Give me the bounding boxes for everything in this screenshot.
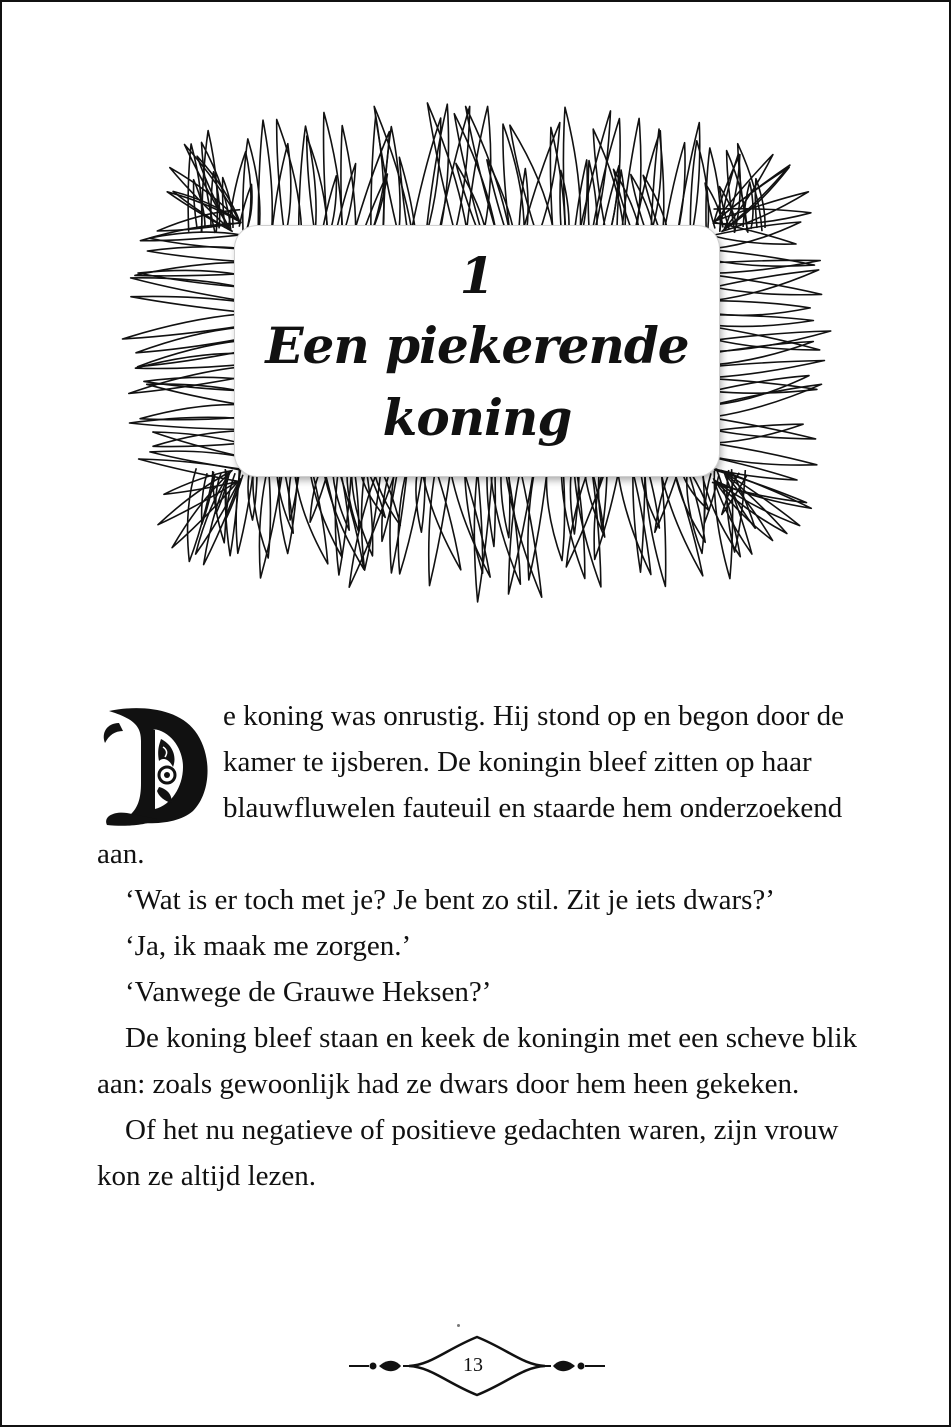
flame-stroke — [712, 384, 822, 417]
flame-stroke — [474, 470, 492, 602]
flame-stroke — [411, 118, 440, 234]
flame-stroke — [501, 474, 510, 538]
flame-stroke — [279, 469, 298, 553]
flame-stroke — [661, 469, 703, 576]
flame-stroke — [712, 270, 819, 301]
flame-stroke — [655, 473, 677, 532]
paragraph-5: De koning bleef staan en keek de koningin met een scheve blik aan: zoals gewoonlijk had ze dwars door hem heen gekeken. — [97, 1022, 858, 1100]
flame-stroke — [123, 314, 242, 339]
flame-stroke — [135, 262, 242, 276]
flame-stroke — [426, 104, 448, 233]
paragraph-1: e koning was onrustig. Hij stond op en begon door de kamer te ijsberen. De koningin bleef zitten op haar blauwfluwelen fauteuil en staarde hem onderzoekend aan. — [97, 700, 845, 870]
page-number: 13 — [463, 1354, 483, 1376]
paragraph-6: Of het nu negatieve of positieve gedachten waren, zijn vrouw kon ze altijd lezen. — [97, 1114, 839, 1192]
flame-stroke — [712, 275, 821, 295]
flame-stroke — [712, 424, 803, 443]
flame-stroke — [147, 247, 241, 262]
paragraph-3: ‘Ja, ik maak me zorgen.’ — [125, 930, 412, 962]
ink-speck — [457, 1324, 460, 1327]
flame-stroke — [664, 143, 685, 233]
flame-stroke — [675, 468, 706, 542]
chapter-number: 1 — [459, 246, 495, 305]
ornamental-dropcap-icon — [97, 701, 217, 829]
paragraph-4: ‘Vanwege de Grauwe Heksen?’ — [125, 976, 492, 1008]
chapter-title-card — [235, 226, 719, 476]
flame-stroke — [712, 301, 810, 316]
flame-stroke — [399, 157, 414, 229]
flame-stroke — [510, 125, 554, 234]
chapter-title: Een piekerende koning — [265, 316, 689, 447]
flame-stroke — [272, 144, 291, 233]
paragraph-2: ‘Wat is er toch met je? Je bent zo stil. Zit je iets dwars?’ — [125, 884, 775, 916]
flame-stroke — [563, 107, 580, 232]
flame-stroke — [253, 470, 271, 558]
flame-stroke — [651, 129, 664, 233]
chapter-body — [97, 693, 867, 1199]
flame-stroke — [713, 315, 814, 327]
flame-stroke — [374, 106, 412, 233]
flame-stroke — [712, 443, 817, 465]
